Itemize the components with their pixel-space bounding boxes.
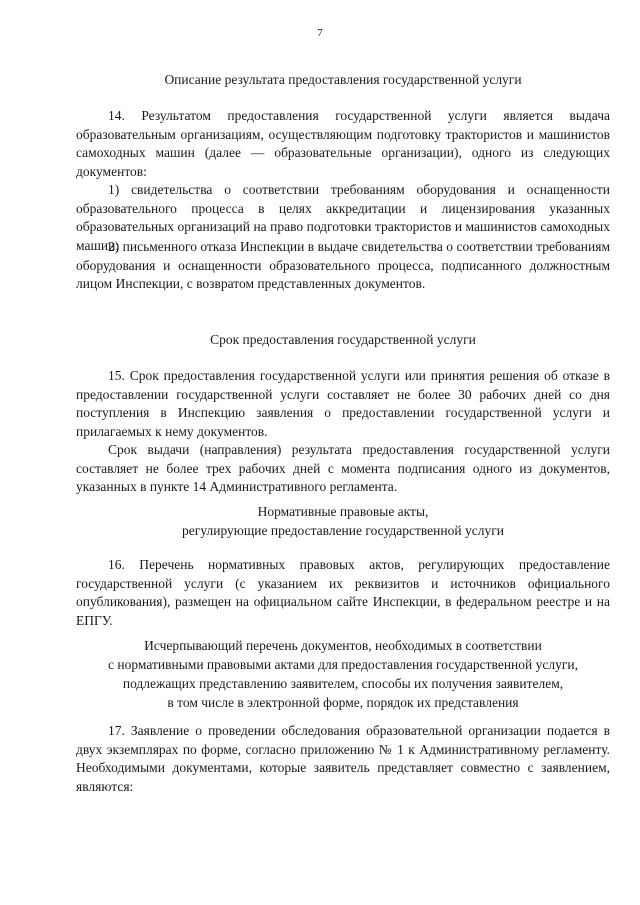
heading-docs-line-3: подлежащих представлению заявителем, способы их получения заявителем,	[122, 676, 564, 691]
heading-docs-line-4: в том числе в электронной форме, порядок их представления	[167, 695, 519, 710]
heading-acts-line-2: регулирующие предоставление государственной услуги	[182, 523, 504, 538]
paragraph-14: 14. Результатом предоставления государственной услуги является выдача образовательным организациям, осуществляющим подготовку трактористов и машинистов самоходных машин (далее — образовательные организации), одного из следующих документов:	[76, 108, 610, 179]
heading-acts-line-1: Нормативные правовые акты,	[257, 504, 429, 519]
paragraph-16: 16. Перечень нормативных правовых актов, регулирующих предоставление государственной услуги (с указанием их реквизитов и источников официального опубликования), размещен на официальном сайте Инспекции, в федеральном реестре и на ЕПГУ.	[76, 557, 610, 628]
heading-term: Срок предоставления государственной услуги	[210, 332, 476, 347]
page-number: 7	[317, 27, 323, 39]
heading-docs-line-1: Исчерпывающий перечень документов, необходимых в соответствии	[144, 638, 542, 653]
heading-result: Описание результата предоставления государственной услуги	[164, 72, 522, 87]
list-item-1: 1) свидетельства о соответствии требованиям оборудования и оснащенности образовательного процесса в целях аккредитации и лицензирования указанных образовательных организаций на право подготовки трактористов и машинистов самоходных машин;	[76, 182, 610, 253]
heading-docs-line-2: с нормативными правовыми актами для предоставления государственной услуги,	[108, 657, 578, 672]
list-item-2: 2) письменного отказа Инспекции в выдаче свидетельства о соответствии требованиям оборудования и оснащенности образовательного процесса, подписанного должностным лицом Инспекции, с возвратом представленных документов.	[76, 239, 610, 291]
heading-acts	[76, 502, 610, 540]
paragraph-15-delivery: Срок выдачи (направления) результата предоставления государственной услуги составляет не более трех рабочих дней с момента подписания одного из документов, указанных в пункте 14 Административного регламента.	[76, 442, 610, 494]
paragraph-17: 17. Заявление о проведении обследования образовательной организации подается в двух экземплярах по форме, согласно приложению № 1 к Административному регламенту. Необходимыми документами, которые заявитель представляет совместно с заявлением, являются:	[76, 723, 610, 794]
paragraph-15: 15. Срок предоставления государственной услуги или принятия решения об отказе в предоставлении государственной услуги составляет не более 30 рабочих дней со дня поступления в Инспекцию заявления о предоставлении государственной услуги и прилагаемых к нему документов.	[76, 368, 610, 439]
heading-docs	[76, 636, 610, 712]
